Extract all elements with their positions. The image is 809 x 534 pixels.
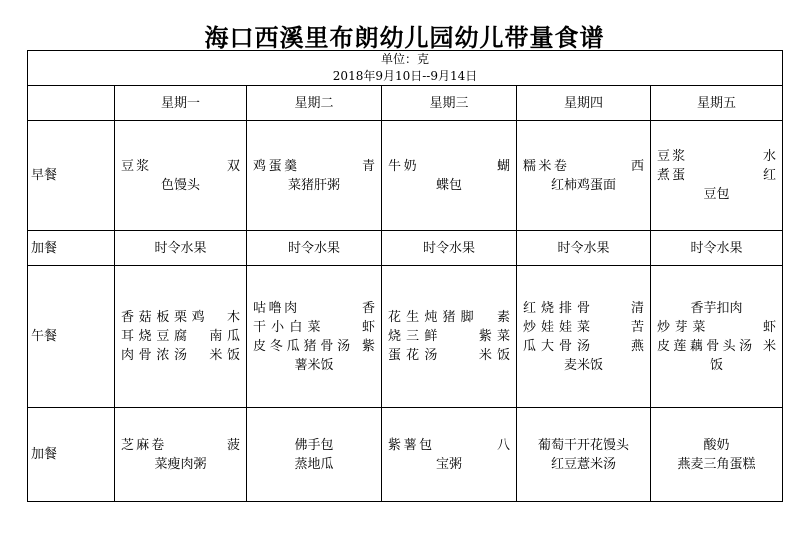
menu-line: 炒芽菜 虾 xyxy=(657,319,777,335)
menu-cell xyxy=(247,121,382,231)
menu-line: 宝粥 xyxy=(435,456,462,472)
meal-label: 加餐 xyxy=(28,408,115,502)
menu-table xyxy=(27,50,783,502)
menu-line: 芝麻卷 菠 xyxy=(121,437,240,453)
menu-line: 燕麦三角蛋糕 xyxy=(677,456,756,472)
menu-line: 咕噜肉 香 xyxy=(253,300,375,316)
menu-line: 皮冬瓜猪骨汤 紫 xyxy=(253,338,375,354)
menu-line: 干小白菜 虾 xyxy=(253,319,375,335)
menu-cell: 时令水果 xyxy=(651,231,783,266)
menu-line: 薯米饭 xyxy=(294,357,334,373)
menu-line: 豆浆 双 xyxy=(121,158,240,174)
menu-line: 皮莲藕骨头汤 米 xyxy=(657,338,777,354)
meal-label: 加餐 xyxy=(28,231,115,266)
menu-line: 豆包 xyxy=(703,187,730,202)
menu-line: 烧三鲜 紫菜 xyxy=(388,329,510,344)
day-header: 星期二 xyxy=(247,86,382,121)
menu-line: 豆浆 水 xyxy=(657,149,777,164)
menu-line: 花生炖猪脚 素 xyxy=(388,310,510,325)
menu-cell xyxy=(651,266,783,408)
menu-line: 香菇板栗鸡 木 xyxy=(121,310,240,325)
menu-line: 炒娃娃菜 苦 xyxy=(523,319,644,335)
menu-cell xyxy=(517,408,651,502)
day-header: 星期四 xyxy=(517,86,651,121)
menu-line: 色馒头 xyxy=(160,177,200,193)
menu-line: 红柿鸡蛋面 xyxy=(550,177,616,193)
menu-cell xyxy=(382,121,517,231)
meal-row-snack-1 xyxy=(28,231,783,266)
menu-cell: 时令水果 xyxy=(382,231,517,266)
unit-row xyxy=(28,51,783,86)
menu-cell xyxy=(382,266,517,408)
menu-cell: 时令水果 xyxy=(115,231,247,266)
day-header: 星期三 xyxy=(382,86,517,121)
day-header: 星期五 xyxy=(651,86,783,121)
menu-cell xyxy=(651,408,783,502)
menu-cell xyxy=(247,266,382,408)
menu-line: 麦米饭 xyxy=(563,357,603,373)
menu-cell xyxy=(382,408,517,502)
date-range: 2018年9月10日--9月14日 xyxy=(332,69,478,83)
menu-line: 糯米卷 西 xyxy=(523,158,644,174)
page-title: 海口西溪里布朗幼儿园幼儿带量食谱 xyxy=(204,24,605,52)
unit-label: 单位：克 xyxy=(381,52,430,66)
menu-line: 酸奶 xyxy=(703,437,730,453)
corner-cell xyxy=(28,86,115,121)
menu-line: 饭 xyxy=(710,357,724,373)
menu-cell xyxy=(115,121,247,231)
menu-cell xyxy=(517,121,651,231)
meal-label: 午餐 xyxy=(28,266,115,408)
menu-line: 蒸地瓜 xyxy=(294,456,334,472)
menu-cell xyxy=(651,121,783,231)
menu-cell xyxy=(517,266,651,408)
menu-line: 菜猪肝粥 xyxy=(287,177,340,193)
menu-cell xyxy=(115,408,247,502)
day-header-row xyxy=(28,86,783,121)
menu-cell: 时令水果 xyxy=(517,231,651,266)
meal-row-snack-2 xyxy=(28,408,783,502)
menu-cell: 时令水果 xyxy=(247,231,382,266)
menu-line: 香芋扣肉 xyxy=(690,300,743,316)
menu-line: 煮蛋 红 xyxy=(657,168,777,183)
menu-line: 瓜大骨汤 燕 xyxy=(523,338,644,354)
menu-line: 鸡蛋羹 青 xyxy=(253,158,375,174)
menu-line: 肉骨浓汤 米饭 xyxy=(121,348,240,363)
menu-line: 菜瘦肉粥 xyxy=(154,456,207,472)
menu-line: 蛋花汤 米饭 xyxy=(388,348,510,363)
menu-line: 佛手包 xyxy=(294,437,334,453)
menu-line: 红豆薏米汤 xyxy=(550,456,616,472)
menu-line: 紫薯包 八 xyxy=(388,437,510,453)
meal-row-breakfast xyxy=(28,121,783,231)
menu-cell xyxy=(247,408,382,502)
menu-cell xyxy=(115,266,247,408)
menu-line: 葡萄干开花馒头 xyxy=(537,437,629,453)
meal-row-lunch xyxy=(28,266,783,408)
menu-line: 牛奶 蝴 xyxy=(388,158,510,174)
day-header: 星期一 xyxy=(115,86,247,121)
menu-line: 红烧排骨 清 xyxy=(523,300,644,316)
menu-line: 耳烧豆腐 南瓜 xyxy=(121,329,240,344)
meal-label: 早餐 xyxy=(28,121,115,231)
menu-line: 蝶包 xyxy=(435,177,462,193)
